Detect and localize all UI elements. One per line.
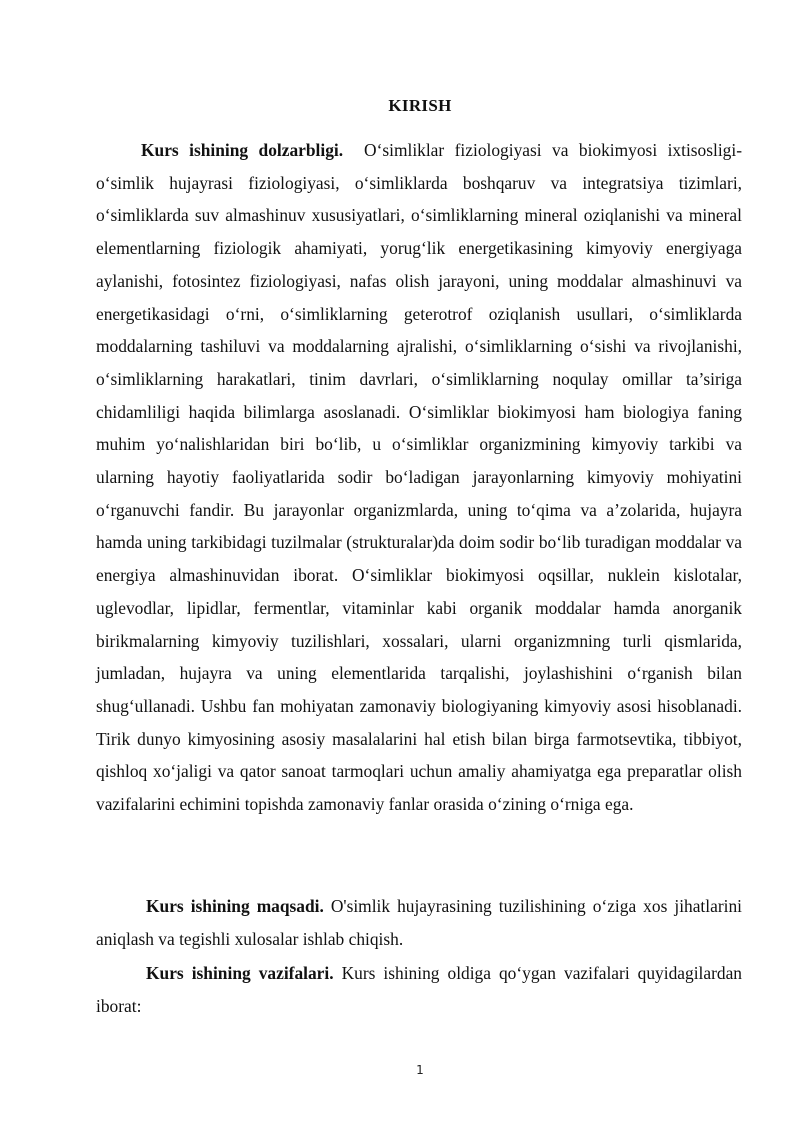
paragraph-goal [96,890,742,955]
paragraph-body: O'simlik hujayrasining tuzilishining o‘ziga xos jihatlarini aniqlash va tegishli xulosalar ishlab chiqish. [96,896,742,949]
paragraph-body: Kurs ishining oldiga qo‘ygan vazifalari quyidagilardan iborat: [96,963,742,1016]
paragraph-lead: Kurs ishining dolzarbligi. [141,140,344,160]
paragraph-lead: Kurs ishining maqsadi. [146,896,324,916]
section-heading: KIRISH [388,96,452,115]
page-number: 1 [416,1063,424,1077]
paragraph-body: O‘simliklar fiziologiyasi va biokimyosi ixtisosligi- o‘simlik hujayrasi fiziologiyasi, o‘simliklarda boshqaruv va integratsiya tizimlari, o‘simliklarda suv almashinuv xususiyatlari, o‘simliklarning mineral oziqlanishi va mineral elementlarning fiziologik ahamiyati, yorug‘lik energetikasining kimyoviy energiyaga aylanishi, fotosintez fiziologiyasi, nafas olish jarayoni, uning moddalar almashinuvi va energetikasidagi o‘rni, o‘simliklarning geterotrof oziqlanish usullari, o‘simliklarda moddalarning tashiluvi va moddalarning ajralishi, o‘simliklarning o‘sishi va rivojlanishi, o‘simliklarning harakatlari, tinim davrlari, o‘simliklarning noqulay omillar ta’siriga chidamliligi haqida bilimlarga asoslanadi. O‘simliklar biokimyosi ham biologiya faning muhim yo‘nalishlaridan biri bo‘lib, u o‘simliklar organizmining kimyoviy tarkibi va ularning hayotiy faoliyatlarida sodir bo‘ladigan jarayonlarning kimyoviy mohiyatini o‘rganuvchi fandir. Bu jarayonlar organizmlarda, uning to‘qima va a’zolarida, hujayra hamda uning tarkibidagi tuzilmalar (strukturalar)da doim sodir bo‘lib turadigan moddalar va energiya almashinuvidan iborat. O‘simliklar biokimyosi oqsillar, nuklein kislotalar, uglevodlar, lipidlar, fermentlar, vitaminlar kabi organik moddalar hamda anorganik birikmalarning kimyoviy tuzilishlari, xossalari, ularni organizmning turli qismlarida, jumladan, hujayra va uning elementlarida tarqalishi, joylashishini o‘rganish bilan shug‘ullanadi. Ushbu fan mohiyatan zamonaviy biologiyaning kimyoviy asosi hisoblanadi. Tirik dunyo kimyosining asosiy masalalarini hal etish bilan birga farmotsevtika, tibbiyot, qishloq xo‘jaligi va qator sanoat tarmoqlari uchun amaliy ahamiyatga ega preparatlar olish vazifalarini echimini topishda zamonaviy fanlar orasida o‘zining o‘rniga ega. [96,140,743,815]
paragraph-lead: Kurs ishining vazifalari. [146,963,334,983]
paragraph-relevance [96,134,742,821]
paragraph-tasks [96,957,742,1022]
